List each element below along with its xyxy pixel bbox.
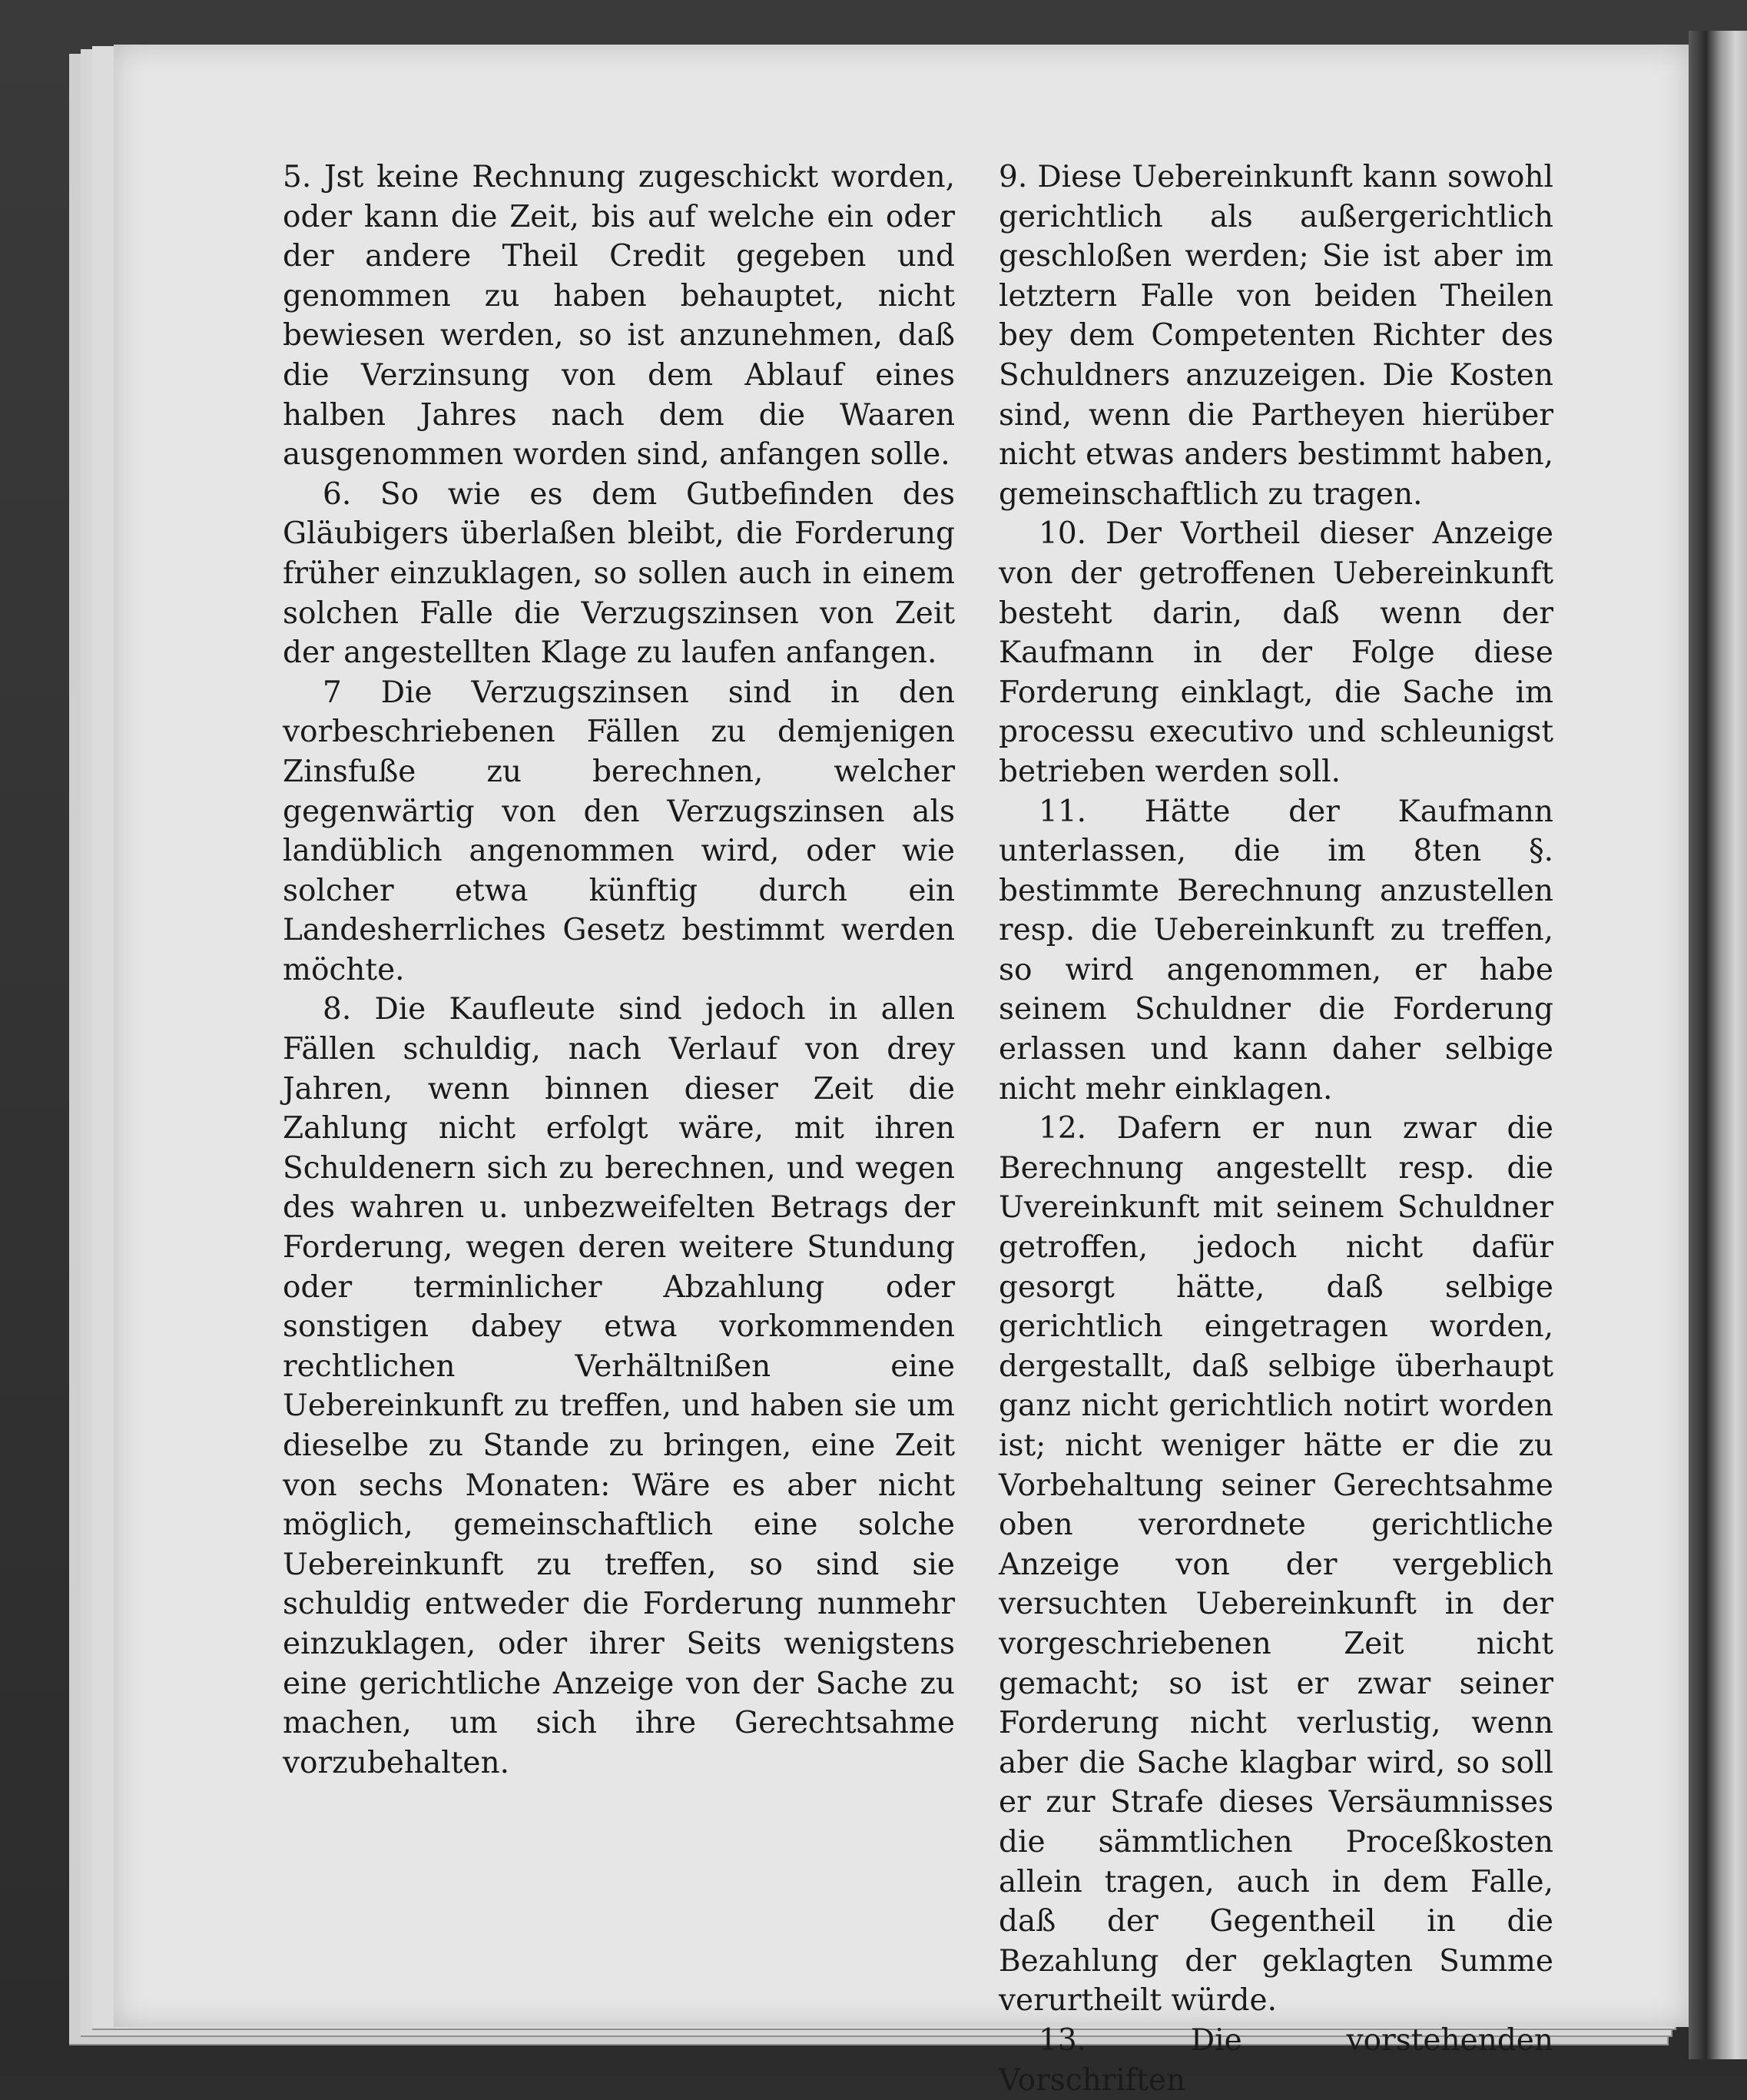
book-gutter bbox=[1689, 31, 1747, 2059]
paragraph-12: 12. Dafern er nun zwar die Berechnung angestellt resp. die Uvereinkunft mit seinem Schuldner getroffen, jedoch nicht dafür gesorgt hätte, daß selbige gerichtlich eingetragen worden, dergestallt, daß selbige überhaupt ganz nicht gerichtlich notirt worden ist; nicht weniger hätte er die zu Vorbehaltung seiner Gerechtsahme oben verordnete gerichtliche Anzeige von der vergeblich versuchten Uebereinkunft in der vorgeschriebenen Zeit nicht gemacht; so ist er zwar seiner Forderung nicht verlustig, wenn aber die Sache klagbar wird, so soll er zur Strafe dieses Versäumnisses die sämmtlichen Proceßkosten allein tragen, auch in dem Falle, daß der Gegentheil in die Bezahlung der geklagten Summe verurtheilt würde. bbox=[999, 1111, 1553, 2019]
left-text-column bbox=[283, 158, 955, 1783]
paragraph-10: 10. Der Vortheil dieser Anzeige von der getroffenen Uebereinkunft besteht darin, daß wenn der Kaufmann in der Folge diese Forderung einklagt, die Sache im processu executivo und schleunigst betrieben werden soll. bbox=[999, 516, 1553, 789]
paragraph-7: 7 Die Verzugszinsen sind in den vorbeschriebenen Fällen zu demjenigen Zinsfuße zu berechnen, welcher gegenwärtig von den Verzugszinsen als landüblich angenommen wird, oder wie solcher etwa künftig durch ein Landesherrliches Gesetz bestimmt werden möchte. bbox=[283, 675, 955, 987]
paragraph-11: 11. Hätte der Kaufmann unterlassen, die im 8ten §. bestimmte Berechnung anzustellen resp. die Uebereinkunft zu treffen, so wird angenommen, er habe seinem Schuldner die Forderung erlassen und kann daher selbige nicht mehr einklagen. bbox=[999, 794, 1553, 1106]
paragraph-5: 5. Jst keine Rechnung zugeschickt worden, oder kann die Zeit, bis auf welche ein oder der andere Theil Credit gegeben und genommen zu haben behauptet, nicht bewiesen werden, so ist anzunehmen, daß die Verzinsung von dem Ablauf eines halben Jahres nach dem die Waaren ausgenommen worden sind, anfangen solle. bbox=[283, 160, 955, 473]
right-text-column bbox=[999, 158, 1553, 2100]
paragraph-9: 9. Diese Uebereinkunft kann sowohl gerichtlich als außergerichtlich geschloßen werden; Sie ist aber im letztern Falle von beiden Theilen bey dem Competenten Richter des Schuldners anzuzeigen. Die Kosten sind, wenn die Partheyen hierüber nicht etwas anders bestimmt haben, gemeinschaftlich zu tragen. bbox=[999, 160, 1553, 512]
paragraph-13: 13. Die vorstehenden Vorschriften bbox=[999, 2022, 1553, 2098]
paragraph-6: 6. So wie es dem Gutbefinden des Gläubigers überlaßen bleibt, die Forderung früher einzuklagen, so sollen auch in einem solchen Falle die Verzugszinsen von Zeit der angestellten Klage zu laufen anfangen. bbox=[283, 476, 955, 671]
paragraph-8: 8. Die Kaufleute sind jedoch in allen Fällen schuldig, nach Verlauf von drey Jahren, wenn binnen dieser Zeit die Zahlung nicht erfolgt wäre, mit ihren Schuldenern sich zu berechnen, und wegen des wahren u. unbezweifelten Betrags der Forderung, wegen deren weitere Stundung oder terminlicher Abzahlung oder sonstigen dabey etwa vorkommenden rechtlichen Verhältnißen eine Uebereinkunft zu treffen, und haben sie um dieselbe zu Stande zu bringen, eine Zeit von sechs Monaten: Wäre es aber nicht möglich, gemeinschaftlich eine solche Uebereinkunft zu treffen, so sind sie schuldig entweder die Forderung nunmehr einzuklagen, oder ihrer Seits wenigstens eine gerichtliche Anzeige von der Sache zu machen, um sich ihre Gerechtsahme vorzubehalten. bbox=[283, 992, 955, 1780]
